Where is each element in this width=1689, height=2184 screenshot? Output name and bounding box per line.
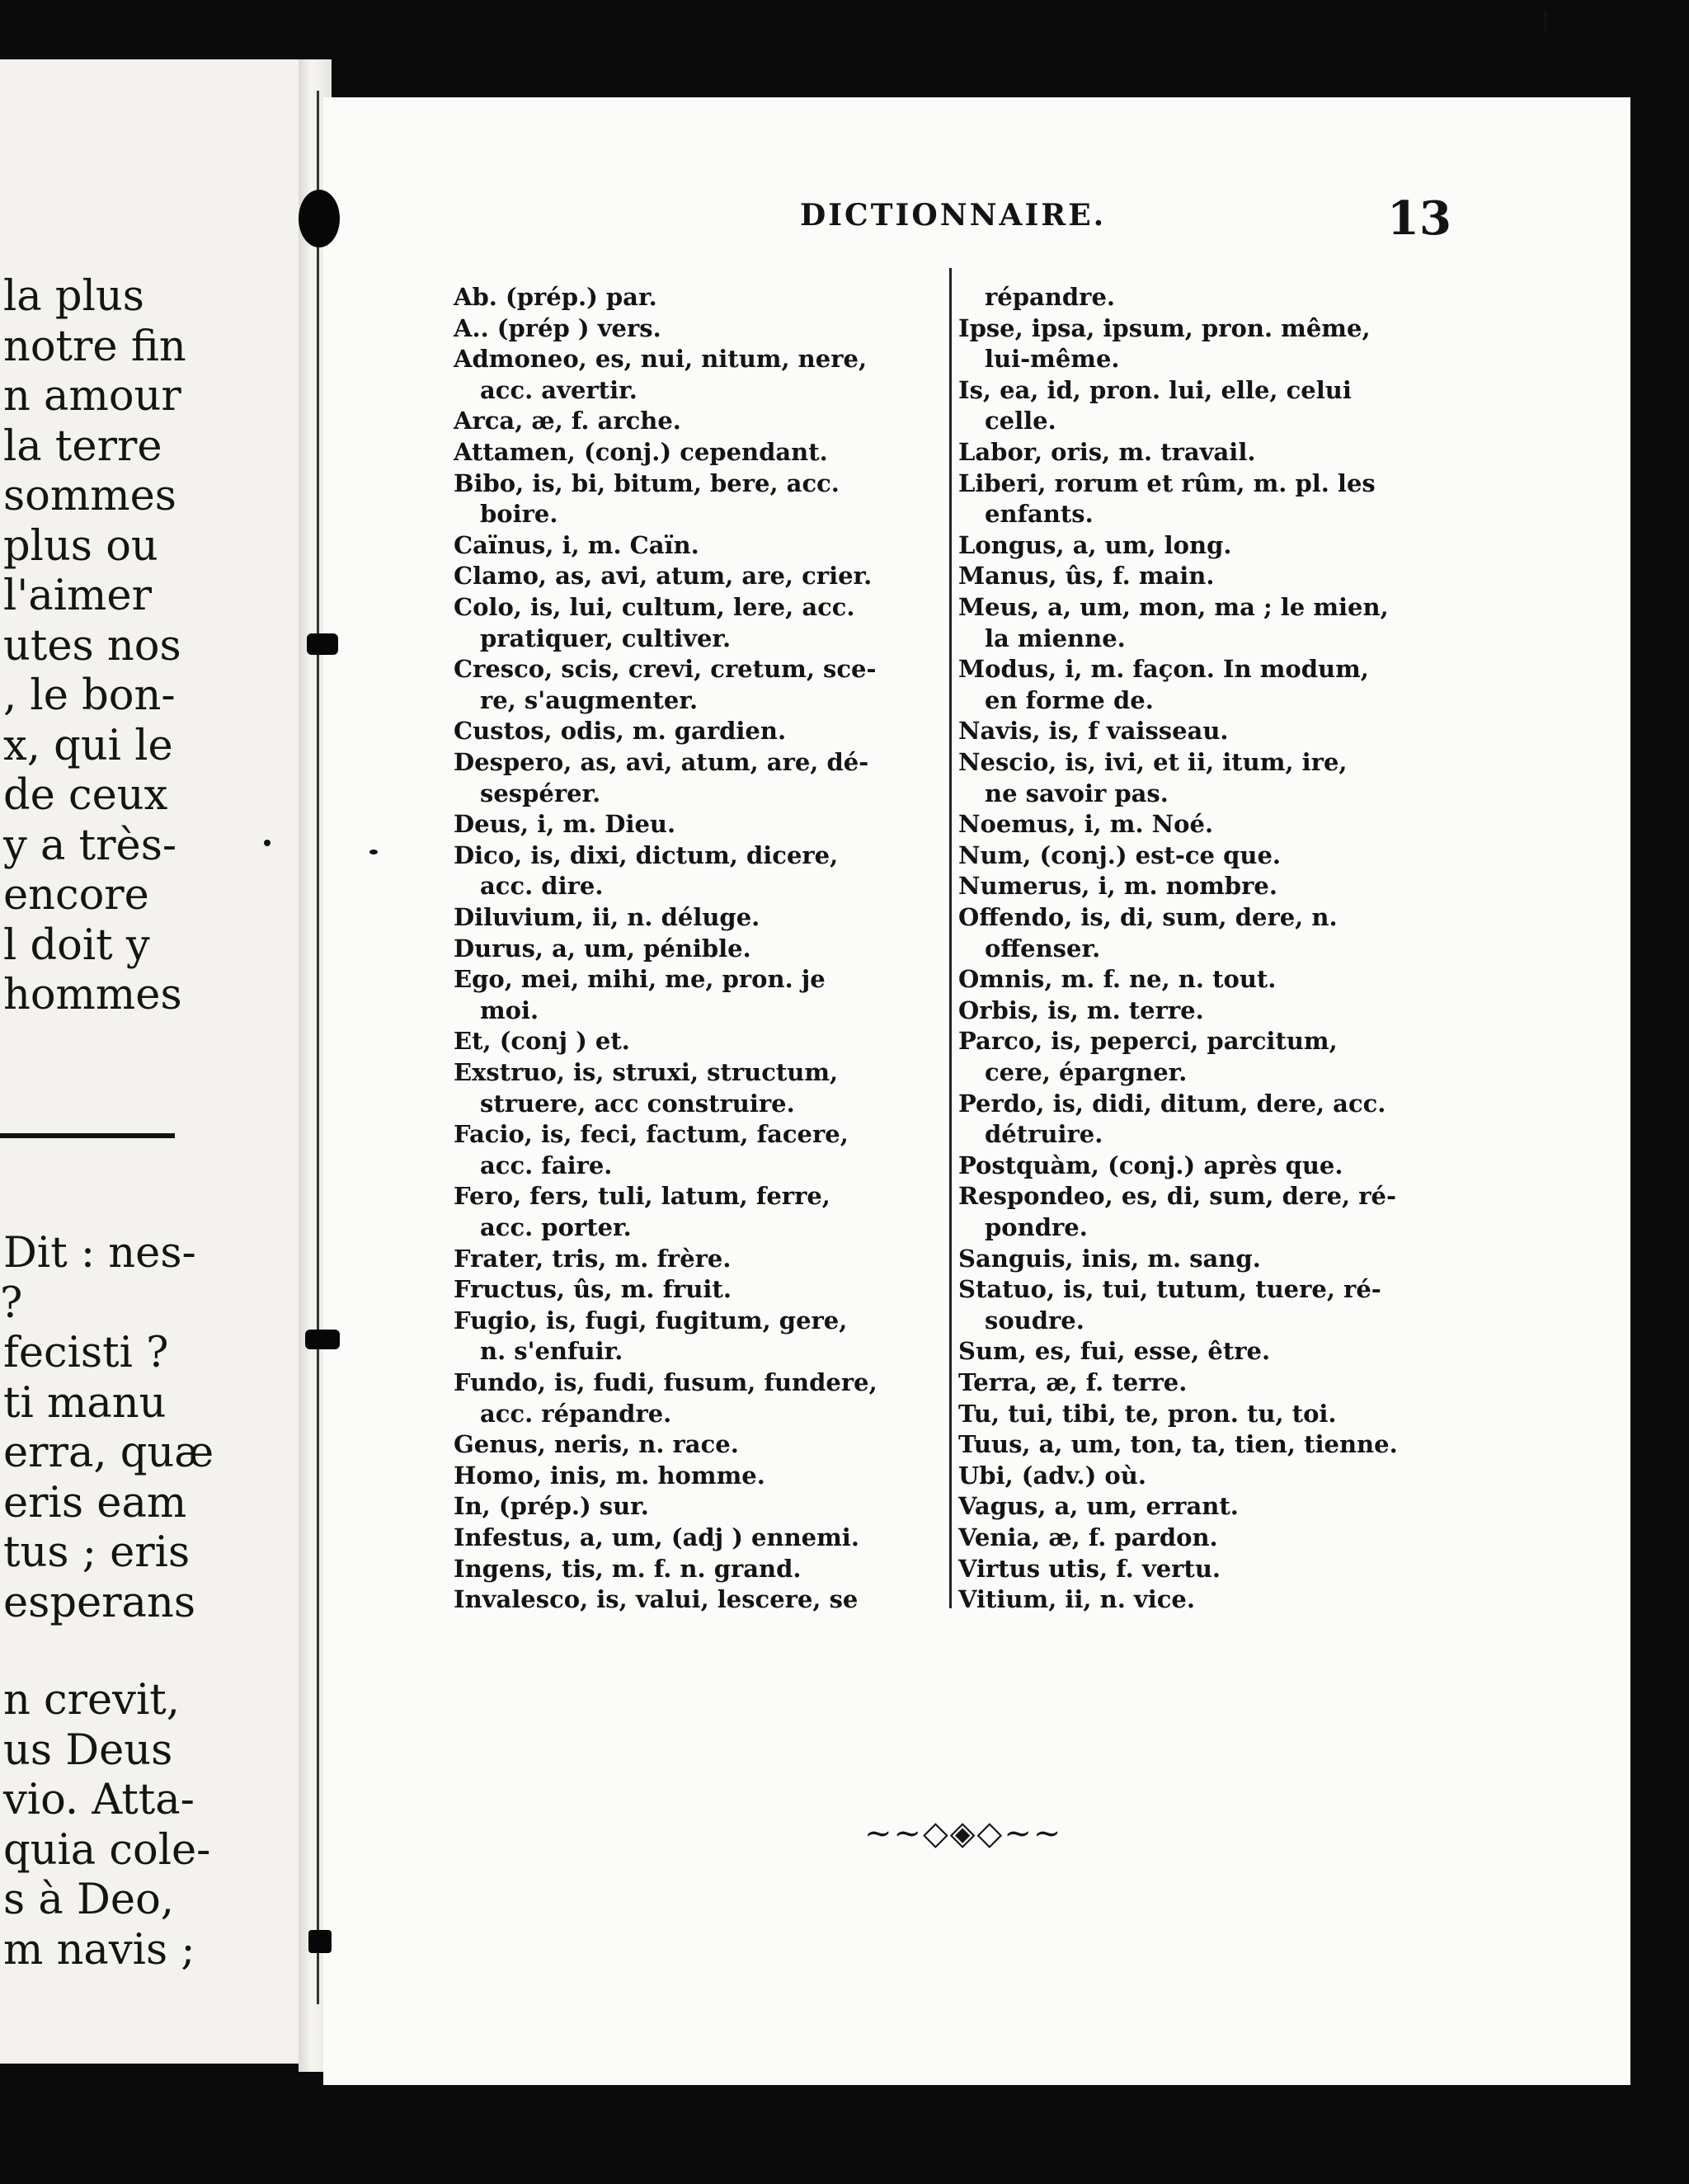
ink-blot-bottom bbox=[308, 1930, 332, 1953]
dictionary-entry-line: Cresco, scis, crevi, cretum, sce- bbox=[454, 655, 877, 684]
left-page-line: l doit y bbox=[3, 920, 150, 970]
dictionary-entry-line: celle. bbox=[985, 407, 1056, 435]
left-page-line: Dit : nes- bbox=[3, 1229, 196, 1278]
dictionary-entry-line: ne savoir pas. bbox=[985, 779, 1169, 807]
left-page-line: eris eam bbox=[3, 1478, 187, 1527]
left-page-line: esperans bbox=[3, 1578, 195, 1627]
dictionary-entry-line: Virtus utis, f. vertu. bbox=[958, 1554, 1221, 1583]
dictionary-entry-line: Ingens, tis, m. f. n. grand. bbox=[454, 1554, 802, 1583]
left-page-line: m navis ; bbox=[3, 1925, 195, 1975]
dictionary-entry-line: Is, ea, id, pron. lui, elle, celui bbox=[958, 375, 1352, 404]
dictionary-entry-line: Tuus, a, um, ton, ta, tien, tienne. bbox=[958, 1430, 1398, 1459]
left-page-line: ? bbox=[0, 1278, 23, 1328]
left-page-line: notre fin bbox=[3, 322, 186, 371]
left-page-line: la plus bbox=[3, 272, 144, 321]
dictionary-entry-line: en forme de. bbox=[985, 685, 1154, 714]
dictionary-entry-line: Durus, a, um, pénible. bbox=[454, 934, 751, 963]
ink-blot-top bbox=[299, 190, 340, 247]
dictionary-entry-line: Dico, is, dixi, dictum, dicere, bbox=[454, 840, 839, 869]
dictionary-entry-line: acc. dire. bbox=[480, 872, 604, 901]
dictionary-entry-line: Nescio, is, ivi, et ii, itum, ire, bbox=[958, 748, 1348, 776]
dictionary-entry-line: Statuo, is, tui, tutum, tuere, ré- bbox=[958, 1275, 1381, 1304]
dictionary-entry-line: acc. porter. bbox=[480, 1213, 632, 1241]
dictionary-entry-line: Navis, is, f vaisseau. bbox=[958, 717, 1229, 746]
dictionary-entry-line: Numerus, i, m. nombre. bbox=[958, 872, 1277, 901]
dictionary-entry-line: Clamo, as, avi, atum, are, crier. bbox=[454, 562, 873, 591]
dictionary-entry-line: Diluvium, ii, n. déluge. bbox=[454, 903, 760, 931]
left-page-line: , le bon- bbox=[3, 671, 176, 720]
page-number: 13 bbox=[1387, 191, 1451, 246]
left-page-line: tus ; eris bbox=[3, 1528, 191, 1577]
left-page-line: la terre bbox=[3, 421, 162, 471]
ornament-divider: ~~◇◈◇~~ bbox=[864, 1815, 1063, 1852]
dictionary-entry-line: Et, (conj ) et. bbox=[454, 1027, 630, 1056]
dictionary-entry-line: Labor, oris, m. travail. bbox=[958, 438, 1256, 466]
left-page-rule bbox=[0, 1133, 175, 1138]
dictionary-entry-line: Invalesco, is, valui, lescere, se bbox=[454, 1585, 859, 1614]
dictionary-entry-line: Perdo, is, didi, ditum, dere, acc. bbox=[958, 1089, 1386, 1118]
dictionary-entry-line: moi. bbox=[480, 996, 539, 1024]
dictionary-entry-line: Fero, fers, tuli, latum, ferre, bbox=[454, 1182, 830, 1211]
left-page-line: s à Deo, bbox=[3, 1876, 174, 1924]
dictionary-entry-line: lui-même. bbox=[985, 345, 1120, 374]
dictionary-entry-line: Bibo, is, bi, bitum, bere, acc. bbox=[454, 468, 840, 497]
dictionary-entry-line: enfants. bbox=[985, 500, 1094, 529]
dictionary-entry-line: cere, épargner. bbox=[985, 1058, 1188, 1086]
dictionary-entry-line: Homo, inis, m. homme. bbox=[454, 1461, 765, 1490]
binding-line bbox=[317, 91, 319, 2004]
dictionary-entry-line: offenser. bbox=[985, 934, 1101, 963]
dictionary-entry-line: Sum, es, fui, esse, être. bbox=[958, 1337, 1271, 1366]
left-page-line: quia cole- bbox=[3, 1825, 211, 1875]
dictionary-entry-line: Despero, as, avi, atum, are, dé- bbox=[454, 748, 869, 776]
left-page-line: y a très- bbox=[3, 821, 177, 870]
left-page-line: hommes bbox=[3, 971, 182, 1019]
left-page-line: us Deus bbox=[3, 1725, 173, 1775]
dictionary-entry-line: pondre. bbox=[985, 1213, 1088, 1241]
left-page-line: encore bbox=[3, 871, 149, 920]
dictionary-entry-line: Ubi, (adv.) où. bbox=[958, 1461, 1146, 1490]
scan-speck bbox=[264, 840, 271, 846]
dictionary-entry-line: Frater, tris, m. frère. bbox=[454, 1244, 732, 1273]
dictionary-entry-line: Modus, i, m. façon. In modum, bbox=[958, 655, 1369, 684]
dictionary-entry-line: Ipse, ipsa, ipsum, pron. même, bbox=[958, 313, 1371, 342]
dictionary-entry-line: sespérer. bbox=[480, 779, 601, 807]
dictionary-entry-line: Noemus, i, m. Noé. bbox=[958, 810, 1214, 839]
column-divider bbox=[949, 268, 952, 1608]
left-page-line: n crevit, bbox=[3, 1676, 181, 1725]
left-page-line: ti manu bbox=[3, 1378, 167, 1428]
dictionary-entry-line: Attamen, (conj.) cependant. bbox=[454, 438, 828, 466]
left-page-line: fecisti ? bbox=[3, 1329, 169, 1377]
dictionary-entry-line: répandre. bbox=[985, 283, 1115, 311]
dictionary-entry-line: Offendo, is, di, sum, dere, n. bbox=[958, 903, 1338, 931]
dictionary-entry-line: Orbis, is, m. terre. bbox=[958, 996, 1204, 1024]
dictionary-entry-line: Exstruo, is, struxi, structum, bbox=[454, 1058, 839, 1086]
left-page-line: sommes bbox=[3, 472, 176, 520]
dictionary-entry-line: Manus, ûs, f. main. bbox=[958, 562, 1215, 591]
dictionary-entry-line: soudre. bbox=[985, 1306, 1084, 1334]
dictionary-entry-line: pratiquer, cultiver. bbox=[480, 624, 732, 652]
dictionary-entry-line: Num, (conj.) est-ce que. bbox=[958, 840, 1282, 869]
left-page-line: x, qui le bbox=[3, 721, 173, 770]
dictionary-entry-line: Admoneo, es, nui, nitum, nere, bbox=[454, 345, 868, 374]
dictionary-entry-line: Caïnus, i, m. Caïn. bbox=[454, 530, 699, 559]
dictionary-entry-line: Longus, a, um, long. bbox=[958, 530, 1232, 559]
dictionary-entry-line: Fugio, is, fugi, fugitum, gere, bbox=[454, 1306, 848, 1334]
dictionary-entry-line: Deus, i, m. Dieu. bbox=[454, 810, 676, 839]
dictionary-entry-line: la mienne. bbox=[985, 624, 1126, 652]
dictionary-entry-line: Tu, tui, tibi, te, pron. tu, toi. bbox=[958, 1399, 1337, 1428]
left-page-line: erra, quæ bbox=[3, 1429, 214, 1477]
dictionary-entry-line: Vitium, ii, n. vice. bbox=[958, 1585, 1195, 1614]
dictionary-entry-line: Terra, æ, f. terre. bbox=[958, 1368, 1188, 1396]
dictionary-entry-line: Colo, is, lui, cultum, lere, acc. bbox=[454, 593, 855, 621]
dictionary-entry-line: acc. avertir. bbox=[480, 375, 637, 404]
dictionary-entry-line: re, s'augmenter. bbox=[480, 685, 699, 714]
dictionary-entry-line: Arca, æ, f. arche. bbox=[454, 407, 681, 435]
dictionary-entry-line: Omnis, m. f. ne, n. tout. bbox=[958, 965, 1277, 994]
dictionary-entry-line: Genus, neris, n. race. bbox=[454, 1430, 739, 1459]
dictionary-entry-line: Ab. (prép.) par. bbox=[454, 283, 657, 311]
dictionary-entry-line: Meus, a, um, mon, ma ; le mien, bbox=[958, 593, 1389, 621]
dictionary-entry-line: Sanguis, inis, m. sang. bbox=[958, 1244, 1261, 1273]
dictionary-entry-line: struere, acc construire. bbox=[480, 1089, 795, 1118]
page-title: DICTIONNAIRE. bbox=[800, 198, 1107, 233]
dictionary-entry-line: Facio, is, feci, factum, facere, bbox=[454, 1120, 849, 1149]
left-page bbox=[0, 59, 323, 2064]
left-page-line: n amour bbox=[3, 372, 181, 421]
dictionary-entry-line: boire. bbox=[480, 500, 558, 529]
scan-speck bbox=[1544, 10, 1547, 31]
dictionary-entry-line: Ego, mei, mihi, me, pron. je bbox=[454, 965, 826, 994]
ink-blot-middle bbox=[307, 633, 338, 655]
left-page-line: vio. Atta- bbox=[3, 1776, 195, 1824]
dictionary-entry-line: Fundo, is, fudi, fusum, fundere, bbox=[454, 1368, 877, 1396]
dictionary-entry-line: Respondeo, es, di, sum, dere, ré- bbox=[958, 1182, 1397, 1211]
dictionary-entry-line: Custos, odis, m. gardien. bbox=[454, 717, 787, 746]
dictionary-entry-line: Vagus, a, um, errant. bbox=[958, 1492, 1239, 1521]
ink-blot-lower bbox=[305, 1330, 340, 1349]
left-page-line: utes nos bbox=[3, 621, 181, 671]
dictionary-entry-line: In, (prép.) sur. bbox=[454, 1492, 649, 1521]
left-page-line: de ceux bbox=[3, 771, 168, 820]
dictionary-entry-line: Parco, is, peperci, parcitum, bbox=[958, 1027, 1338, 1056]
dictionary-entry-line: Fructus, ûs, m. fruit. bbox=[454, 1275, 732, 1304]
dictionary-entry-line: n. s'enfuir. bbox=[480, 1337, 623, 1366]
scan-speck bbox=[369, 850, 378, 854]
dictionary-entry-line: acc. faire. bbox=[480, 1151, 613, 1179]
dictionary-entry-line: Venia, æ, f. pardon. bbox=[958, 1523, 1218, 1551]
dictionary-entry-line: Postquàm, (conj.) après que. bbox=[958, 1151, 1343, 1179]
dictionary-entry-line: A.. (prép ) vers. bbox=[454, 313, 661, 342]
left-page-line: l'aimer bbox=[3, 572, 152, 620]
dictionary-entry-line: acc. répandre. bbox=[480, 1399, 672, 1428]
dictionary-entry-line: Infestus, a, um, (adj ) ennemi. bbox=[454, 1523, 859, 1551]
dictionary-entry-line: Liberi, rorum et rûm, m. pl. les bbox=[958, 468, 1376, 497]
dictionary-entry-line: détruire. bbox=[985, 1120, 1103, 1149]
left-page-line: plus ou bbox=[3, 521, 158, 571]
